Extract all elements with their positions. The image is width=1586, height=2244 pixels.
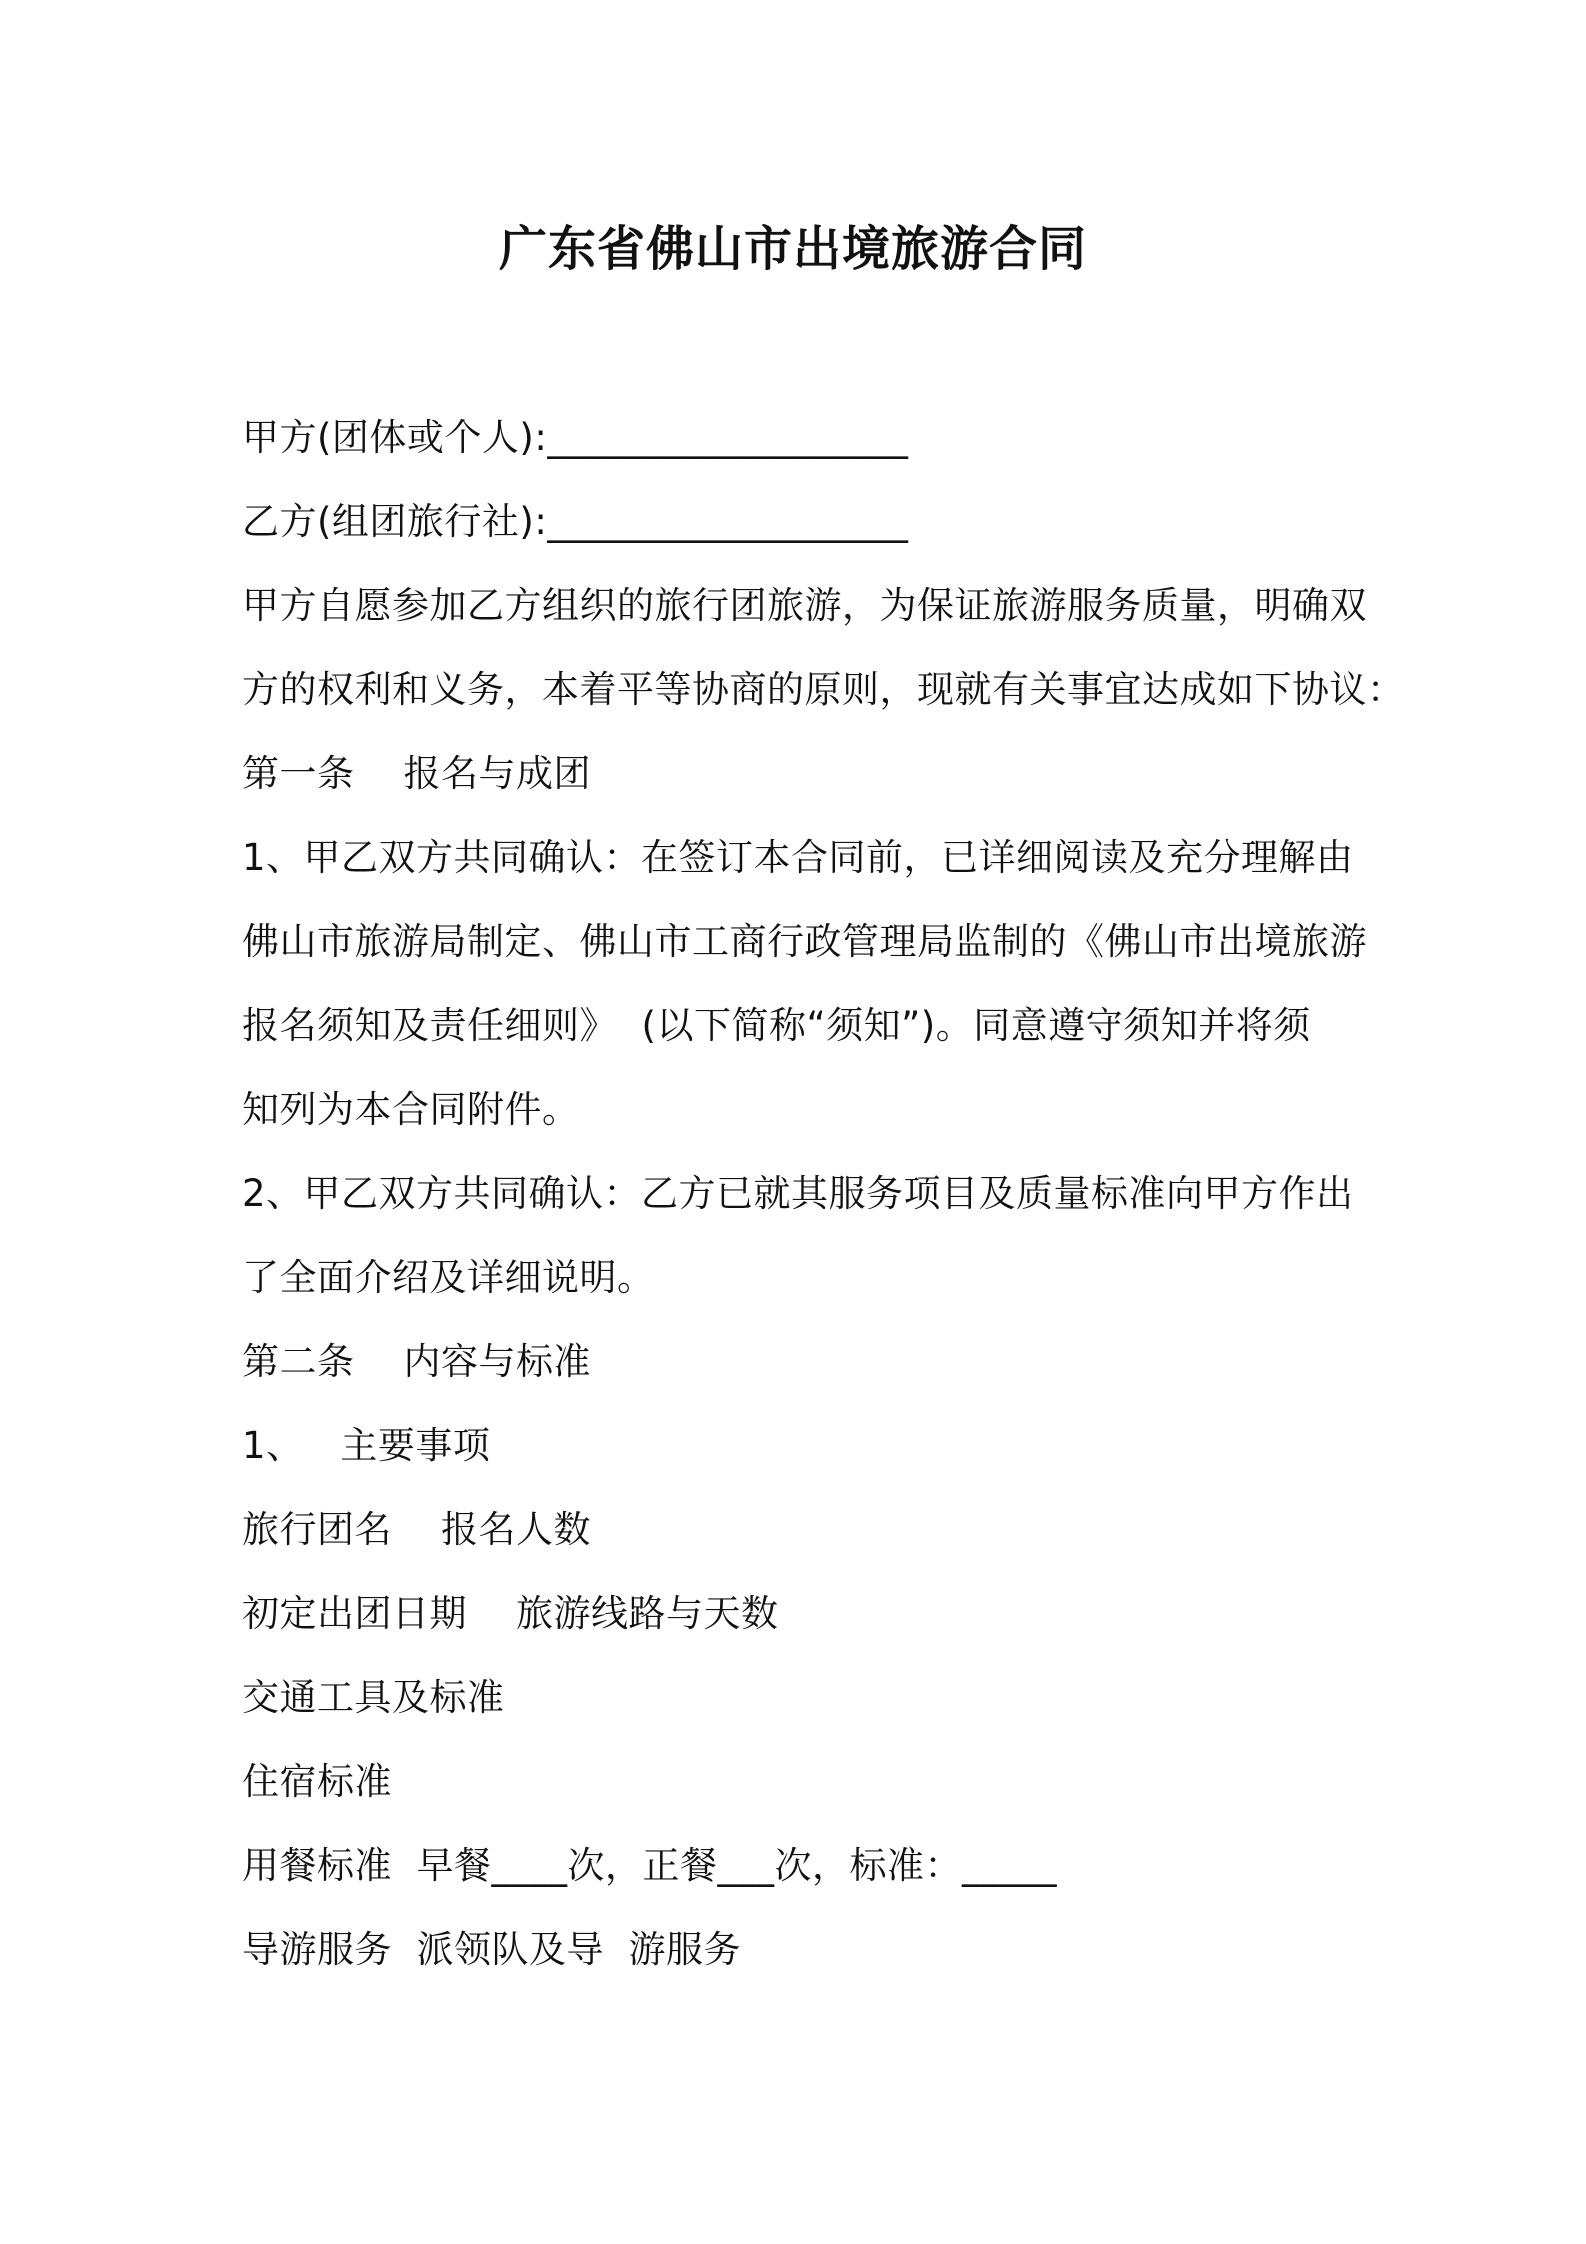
article-1-heading: 第一条 报名与成团: [242, 752, 592, 795]
document-title: 广东省佛山市出境旅游合同: [498, 221, 1087, 277]
clause-1-2-line-2: 了全面介绍及详细说明。: [242, 1256, 655, 1299]
article-2-heading: 第二条 内容与标准: [242, 1340, 592, 1383]
transport-line: 交通工具及标准: [242, 1676, 505, 1719]
tour-name-line: 旅行团名 报名人数: [242, 1508, 592, 1551]
clause-2-1-heading: 1、 主要事项: [242, 1424, 491, 1467]
party-b-line: 乙方(组团旅行社):___________________: [242, 500, 909, 543]
guide-service-line: 导游服务 派领队及导 游服务: [242, 1928, 742, 1971]
clause-1-1-line-4: 知列为本合同附件。: [242, 1088, 580, 1131]
party-a-line: 甲方(团体或个人):___________________: [242, 416, 909, 459]
meals-line: 用餐标准 早餐____次，正餐___次，标准：_____: [242, 1844, 1058, 1887]
departure-date-line: 初定出团日期 旅游线路与天数: [242, 1592, 779, 1635]
preamble-line-2: 方的权利和义务，本着平等协商的原则，现就有关事宜达成如下协议：: [242, 668, 1405, 711]
preamble-line-1: 甲方自愿参加乙方组织的旅行团旅游，为保证旅游服务质量，明确双: [242, 584, 1367, 627]
clause-1-1-line-1: 1、甲乙双方共同确认：在签订本合同前，已详细阅读及充分理解由: [242, 836, 1354, 879]
clause-1-2-line-1: 2、甲乙双方共同确认：乙方已就其服务项目及质量标准向甲方作出: [242, 1172, 1354, 1215]
clause-1-1-line-2: 佛山市旅游局制定、佛山市工商行政管理局监制的《佛山市出境旅游: [242, 920, 1367, 963]
clause-1-1-line-3: 报名须知及责任细则》 (以下简称“须知”)。同意遵守须知并将须: [242, 1004, 1311, 1047]
accommodation-line: 住宿标准: [242, 1760, 392, 1803]
